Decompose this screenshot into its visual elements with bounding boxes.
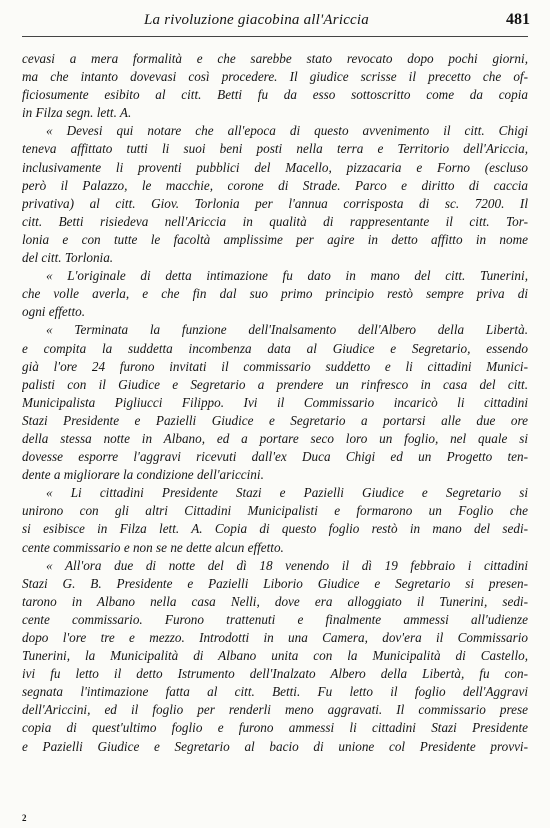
text-line: in Filza segn. lett. A. — [22, 105, 132, 121]
text-line: e compita la suddetta incombenza data al Giudice e Segretario, essendo — [22, 340, 528, 356]
text-line: cente commissario e non se ne dette alcun effetto. — [22, 539, 284, 555]
signature-mark: 2 — [22, 813, 27, 823]
text-line: teneva affittato tutti li suoi beni posti nella terra e Territorio dell'Ariccia, — [22, 141, 528, 157]
text-line: però il Palazzo, le macchie, corone di Strade. Parco e diritto di caccia — [22, 177, 528, 193]
text-line: Stazi Presidente e Pazielli Giudice e Segretario a portarsi alle due ore — [22, 412, 528, 428]
text-line: della stessa notte in Albano, ed a portare seco loro un foglio, nel quale si — [22, 430, 528, 446]
text-line: dell'Ariccini, ed il foglio per renderli meno aggravati. Il commissario prese — [22, 702, 528, 718]
text-line: palisti con il Giudice e Segretario a prendere un rinfresco in casa del citt. — [22, 376, 528, 392]
text-line: « L'originale di detta intimazione fu dato in mano del citt. Tunerini, — [46, 268, 528, 284]
text-line: « All'ora due di notte del dì 18 venendo il dì 19 febbraio i cittadini — [46, 557, 528, 573]
page-number: 481 — [506, 11, 530, 28]
text-line: tarono in Albano nella casa Nelli, dove era alloggiato il Tunerini, sedi- — [22, 593, 528, 609]
page-header — [22, 10, 530, 32]
text-line: Stazi G. B. Presidente e Pazielli Liborio Giudice e Segretario si presen- — [22, 575, 528, 591]
header-rule — [22, 36, 528, 37]
text-line: ficiosumente esibito al citt. Betti fu da esso sottoscritto come da copia — [22, 87, 528, 103]
text-line: « Terminata la funzione dell'Inalsamento dell'Albero della Libertà. — [46, 322, 528, 338]
text-line: ogni effetto. — [22, 304, 85, 320]
text-line: copia di quest'ultimo foglio e furono ammessi li cittadini Stazi Presidente — [22, 720, 528, 736]
text-line: « Devesi qui notare che all'epoca di questo avvenimento il citt. Chigi — [46, 123, 528, 139]
text-line: inclusivamente li proventi pubblici del Macello, pizzacaria e Forno (escluso — [22, 159, 528, 175]
text-line: si esibisce in Filza lett. A. Copia di questo foglio restò in mano del sedi- — [22, 521, 528, 537]
text-line: Tunerini, la Municipalità di Albano unita con la Municipalità di Castello, — [22, 648, 528, 664]
text-line: cente commissario. Furono trattenuti e finalmente ammessi all'udienze — [22, 611, 528, 627]
text-line: segnata l'intimazione fatta al citt. Betti. Fu letto il foglio dell'Aggravi — [22, 684, 528, 700]
text-line: che volle averla, e che fin dal suo primo principio restò sempre priva di — [22, 286, 528, 302]
text-line: e Pazielli Giudice e Segretario al bacio di unione col Presidente provvi- — [22, 738, 528, 754]
text-line: già l'ore 24 furono invitati il commissario suddetto e li cittadini Munici- — [22, 358, 528, 374]
body-text — [22, 50, 528, 756]
text-line: dopo l'ore tre e mezzo. Introdotti in una Camera, dov'era il Commissario — [22, 630, 528, 645]
text-line: citt. Betti risiedeva nell'Ariccia in qualità di rappresentante il citt. Tor- — [22, 213, 528, 229]
text-line: lonia e con tutte le facoltà amplissime per agire in detto affitto in nome — [22, 231, 528, 247]
text-line: ma che intanto dovevasi così procedere. Il giudice scrisse il precetto che of- — [22, 69, 528, 85]
text-line: dovesse esporre l'aggravi ricevuti dall'ex Duca Chigi ed un Progetto ten- — [22, 449, 528, 465]
text-line: cevasi a mera formalità e che sarebbe stato revocato dopo pochi giorni, — [22, 51, 528, 66]
text-line: unirono con gli altri Cittadini Municipalisti e formarono un Foglio che — [22, 503, 528, 519]
text-line: del citt. Torlonia. — [22, 250, 114, 266]
text-line: Municipalista Pigliucci Filippo. Ivi il Commissario incaricò li cittadini — [22, 394, 528, 410]
text-line: privativa) al citt. Giov. Torlonia per l'annua corrisposta di sc. 7200. Il — [22, 195, 528, 211]
text-line: « Li cittadini Presidente Stazi e Pazielli Giudice e Segretario si — [46, 485, 528, 501]
running-title: La rivoluzione giacobina all'Ariccia — [144, 12, 369, 28]
text-line: ivi fu letto il detto Istrumento dell'Inalzato Albero della Libertà, fu con- — [22, 666, 528, 682]
text-line: dente a migliorare la condizione dell'ariccini. — [22, 467, 264, 483]
